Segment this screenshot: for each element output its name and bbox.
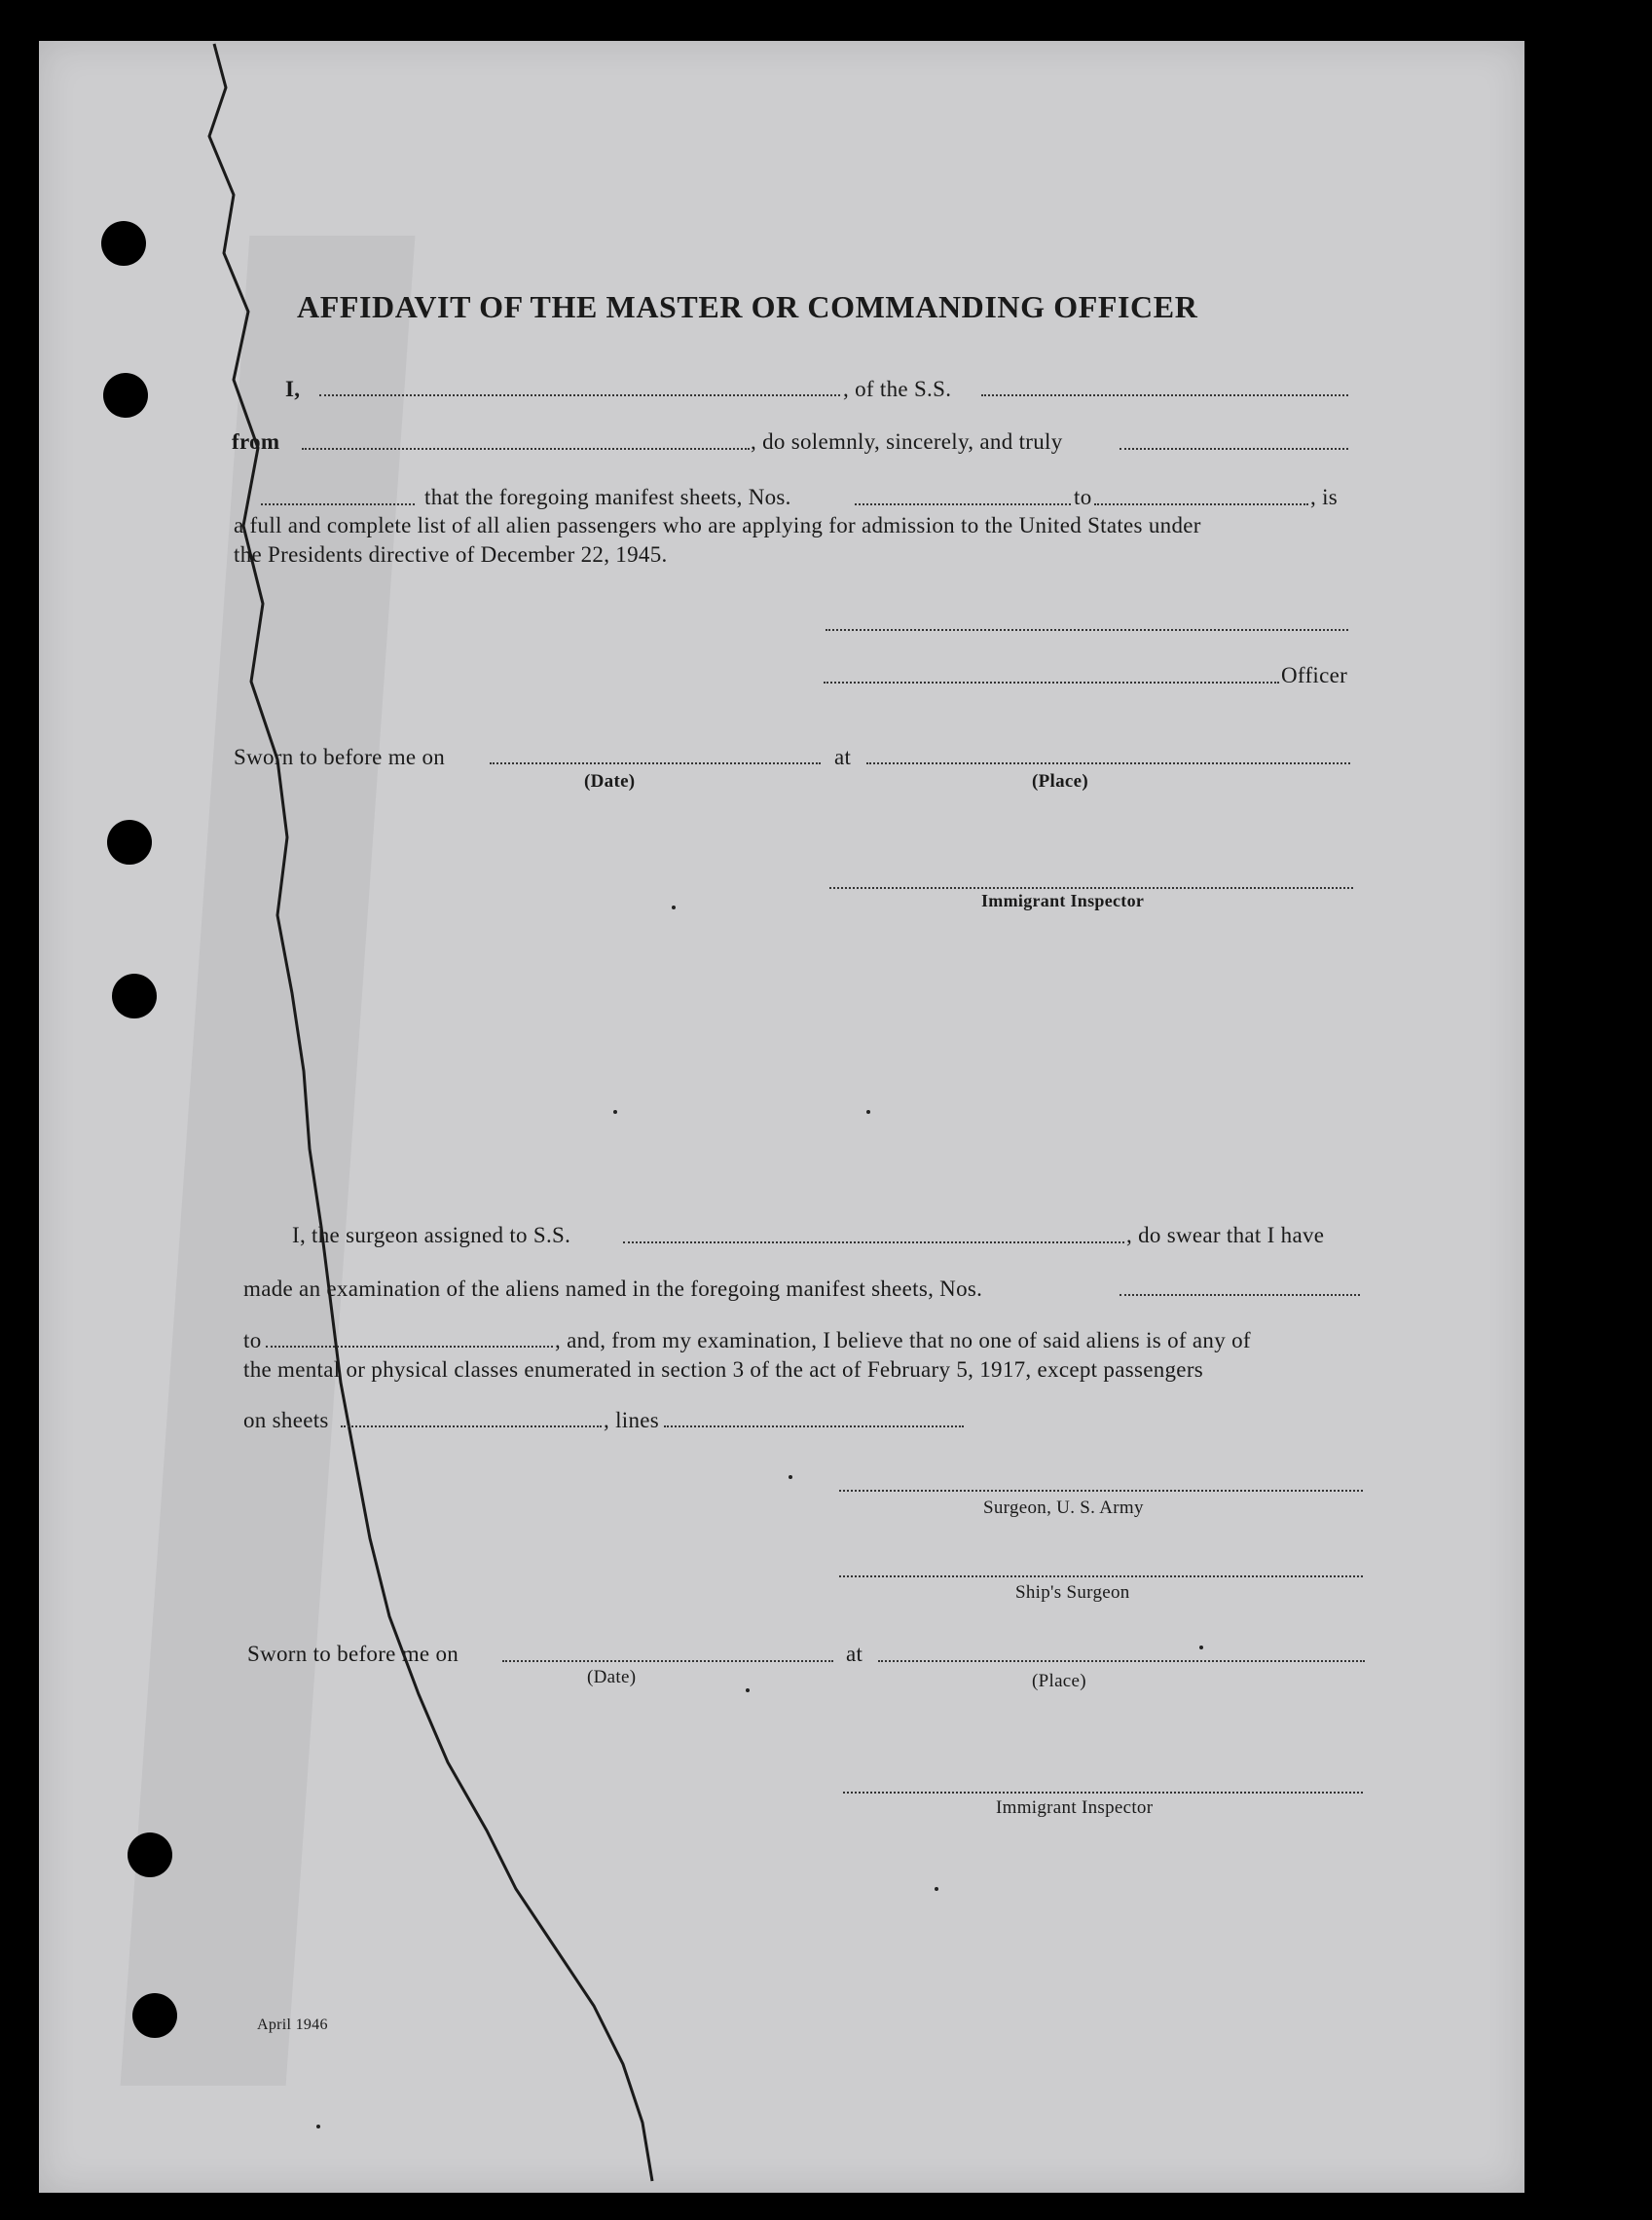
to-label: to xyxy=(1074,485,1092,509)
speck xyxy=(1199,1646,1203,1649)
sheet-from-field[interactable] xyxy=(855,503,1071,505)
of-ss-label: , of the S.S. xyxy=(843,377,952,401)
surgeon-line3a: to xyxy=(243,1328,262,1352)
sworn2-label: Sworn to before me on xyxy=(247,1642,459,1666)
sheet-to-field[interactable] xyxy=(1094,503,1308,505)
name-field[interactable] xyxy=(319,394,840,396)
speck xyxy=(866,1110,870,1114)
footer-date: April 1946 xyxy=(257,2016,328,2033)
foregoing-label: that the foregoing manifest sheets, Nos. xyxy=(424,485,791,509)
inspector-label: Immigrant Inspector xyxy=(981,891,1145,910)
speck xyxy=(316,2125,320,2128)
officer-label: Officer xyxy=(1281,663,1348,687)
inspector2-label: Immigrant Inspector xyxy=(996,1797,1154,1818)
oath-field[interactable] xyxy=(261,503,415,505)
army-signature-line[interactable] xyxy=(839,1490,1363,1492)
speck xyxy=(746,1688,750,1692)
at-label: at xyxy=(834,745,852,769)
speck xyxy=(789,1475,792,1479)
sworn2-date-field[interactable] xyxy=(502,1660,833,1662)
surgeon-line3b: , and, from my examination, I believe that no one of said aliens is of any of xyxy=(555,1328,1251,1352)
sworn2-place-field[interactable] xyxy=(878,1660,1365,1662)
army-surgeon-label: Surgeon, U. S. Army xyxy=(983,1498,1144,1518)
surgeon-line1b: , do swear that I have xyxy=(1126,1223,1325,1247)
speck xyxy=(935,1887,938,1891)
from-label: from xyxy=(232,429,280,454)
master-i: I, xyxy=(285,377,301,401)
at2-label: at xyxy=(846,1642,863,1666)
surgeon-line1a: I, the surgeon assigned to S.S. xyxy=(292,1223,571,1247)
officer-line[interactable] xyxy=(824,682,1279,684)
is-label: , is xyxy=(1310,485,1339,509)
surgeon-nos-field[interactable] xyxy=(1120,1294,1360,1296)
swear-field[interactable] xyxy=(1120,448,1348,450)
place-caption: (Place) xyxy=(1032,771,1089,792)
from-field[interactable] xyxy=(302,448,750,450)
surgeon-line2: made an examination of the aliens named in the foregoing manifest sheets, Nos. xyxy=(243,1276,983,1301)
master-line5: the Presidents directive of December 22, 1945. xyxy=(234,542,668,567)
surgeon-line4: the mental or physical classes enumerated in section 3 of the act of February 5, 1917, except passengers xyxy=(243,1357,1204,1382)
inspector2-signature-line[interactable] xyxy=(843,1792,1363,1794)
ships-surgeon-label: Ship's Surgeon xyxy=(1015,1582,1130,1603)
date-caption: (Date) xyxy=(584,771,636,792)
page-title: AFFIDAVIT OF THE MASTER OR COMMANDING OFFICER xyxy=(297,289,1198,324)
surgeon-to-field[interactable] xyxy=(266,1346,553,1348)
place2-caption: (Place) xyxy=(1032,1671,1086,1691)
master-line4: a full and complete list of all alien passengers who are applying for admission to the United States under xyxy=(234,513,1201,537)
speck xyxy=(613,1110,617,1114)
surgeon-ship-field[interactable] xyxy=(623,1241,1124,1243)
inspector-signature-line[interactable] xyxy=(829,887,1353,889)
surgeon-line5a: on sheets xyxy=(243,1408,329,1432)
ships-signature-line[interactable] xyxy=(839,1575,1363,1577)
sworn-label: Sworn to before me on xyxy=(234,745,446,769)
sworn-date-field[interactable] xyxy=(490,762,821,764)
surgeon-line5b: , lines xyxy=(604,1408,660,1432)
ship-field[interactable] xyxy=(981,394,1348,396)
lines-field[interactable] xyxy=(664,1425,964,1427)
sworn-place-field[interactable] xyxy=(866,762,1350,764)
signature-line[interactable] xyxy=(826,629,1348,631)
sheets-field[interactable] xyxy=(341,1425,602,1427)
do-solemnly-label: , do solemnly, sincerely, and truly xyxy=(751,429,1063,454)
speck xyxy=(672,906,676,909)
date2-caption: (Date) xyxy=(587,1667,637,1687)
